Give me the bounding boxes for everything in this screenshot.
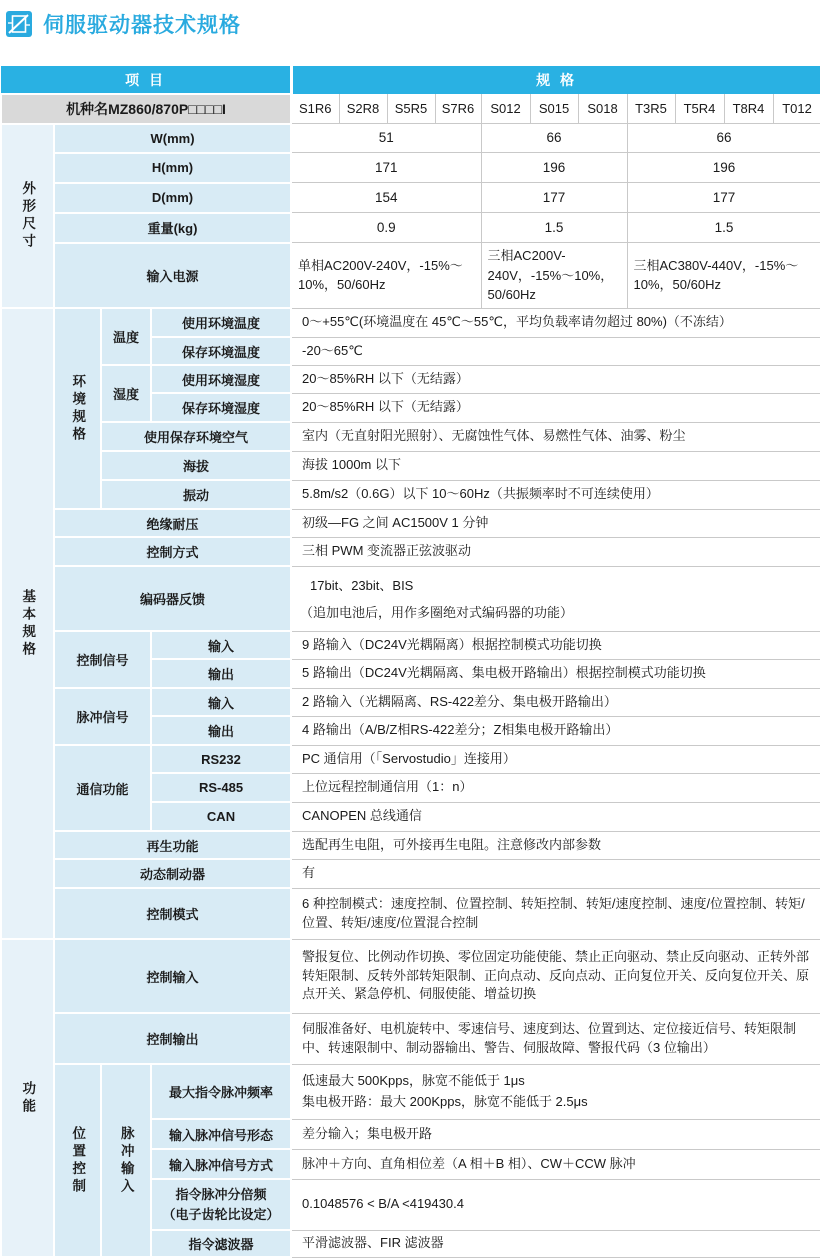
value-ctrl-signal-input: 9 路输入（DC24V光耦隔离）根据控制模式功能切换 — [291, 631, 820, 659]
model-cell: S7R6 — [435, 94, 481, 124]
label-insulation: 绝缘耐压 — [54, 509, 291, 537]
row-header — [1, 67, 820, 94]
value-brake: 有 — [291, 859, 820, 888]
value-humidity-storage: 20～85%RH 以下（无结露） — [291, 393, 820, 422]
value-pulse-signal-output: 4 路输出（A/B/Z相RS-422差分；Z相集电极开路输出） — [291, 716, 820, 745]
subcategory-control-signal: 控制信号 — [54, 631, 151, 688]
value-rs485: 上位远程控制通信用（1：n） — [291, 773, 820, 802]
label-gear-ratio — [151, 1179, 291, 1230]
subcategory-humidity: 湿度 — [101, 365, 151, 422]
value-humidity-operating: 20～85%RH 以下（无结露） — [291, 365, 820, 393]
subcategory-communication: 通信功能 — [54, 745, 151, 831]
model-name-label: 机种名 — [66, 100, 109, 117]
row-model — [1, 94, 820, 124]
label-filter: 指令滤波器 — [151, 1230, 291, 1257]
row-insulation — [1, 509, 820, 537]
label-humidity-storage: 保存环境湿度 — [151, 393, 291, 422]
row-weight — [1, 213, 820, 243]
model-cell: S2R8 — [339, 94, 387, 124]
model-cell: T3R5 — [627, 94, 675, 124]
label-control-output: 控制输出 — [54, 1013, 291, 1064]
value-d-group3: 177 — [627, 183, 820, 213]
value-h-group3: 196 — [627, 153, 820, 183]
value-gear-ratio: 0.1048576 < B/A <419430.4 — [291, 1179, 820, 1230]
row-humidity-operating — [1, 365, 820, 393]
label-h: H(mm) — [54, 153, 291, 183]
label-weight: 重量(kg) — [54, 213, 291, 243]
subcategory-temperature: 温度 — [101, 308, 151, 365]
row-control-input — [1, 939, 820, 1013]
subcategory-position-control: 位置控制 — [54, 1064, 101, 1257]
model-cell: S015 — [530, 94, 578, 124]
model-cell: S5R5 — [387, 94, 435, 124]
value-power-group3: 三相AC380V-440V，-15%～10%，50/60Hz — [627, 243, 820, 309]
model-name-cell — [1, 94, 291, 124]
label-temp-storage: 保存环境温度 — [151, 337, 291, 365]
row-air — [1, 422, 820, 451]
label-control-input: 控制输入 — [54, 939, 291, 1013]
model-cell: T5R4 — [675, 94, 724, 124]
label-pulse-signal-input: 输入 — [151, 688, 291, 716]
label-power: 输入电源 — [54, 243, 291, 309]
label-gear-ratio-line2: （电子齿轮比设定） — [162, 1206, 280, 1222]
label-regen: 再生功能 — [54, 831, 291, 859]
row-regen — [1, 831, 820, 859]
label-max-pulse-freq: 最大指令脉冲频率 — [151, 1064, 291, 1119]
row-h — [1, 153, 820, 183]
row-power — [1, 243, 820, 309]
model-cell: S018 — [578, 94, 627, 124]
value-h-group2: 196 — [481, 153, 627, 183]
value-altitude: 海拔 1000m 以下 — [291, 451, 820, 480]
row-d — [1, 183, 820, 213]
label-gear-ratio-line1: 指令脉冲分倍频 — [175, 1187, 267, 1202]
category-functions: 功能 — [1, 939, 54, 1257]
row-rs232 — [1, 745, 820, 773]
model-cell: S012 — [481, 94, 530, 124]
value-power-group2: 三相AC200V-240V，-15%～10%，50/60Hz — [481, 243, 627, 309]
row-control-output — [1, 1013, 820, 1064]
value-vibration: 5.8m/s2（0.6G）以下 10～60Hz（共振频率时不可连续使用） — [291, 480, 820, 509]
subcategory-pulse-input: 脉冲输入 — [101, 1064, 151, 1257]
label-w: W(mm) — [54, 124, 291, 153]
label-ctrl-signal-input: 输入 — [151, 631, 291, 659]
value-rs232: PC 通信用（「Servostudio」连接用） — [291, 745, 820, 773]
value-max-pulse-freq-line1: 低速最大 500Kpps，脉宽不能低于 1μs — [302, 1072, 525, 1088]
value-d-group2: 177 — [481, 183, 627, 213]
row-temp-operating — [1, 308, 820, 337]
row-pulse-signal-input — [1, 688, 820, 716]
label-rs485: RS-485 — [151, 773, 291, 802]
subcategory-environment: 环境规格 — [54, 308, 101, 509]
model-cell: T8R4 — [724, 94, 773, 124]
value-max-pulse-freq — [291, 1064, 820, 1119]
model-cell: T012 — [773, 94, 820, 124]
page-header — [0, 0, 820, 40]
label-encoder: 编码器反馈 — [54, 566, 291, 631]
model-cell: S1R6 — [291, 94, 339, 124]
row-ctrl-signal-input — [1, 631, 820, 659]
row-control-mode — [1, 888, 820, 939]
value-pulse-form: 差分输入；集电极开路 — [291, 1119, 820, 1149]
spec-table — [0, 66, 820, 1258]
row-encoder — [1, 566, 820, 631]
value-pulse-method: 脉冲＋方向、直角相位差（A 相＋B 相）、CW＋CCW 脉冲 — [291, 1149, 820, 1179]
value-d-group1: 154 — [291, 183, 481, 213]
label-air: 使用保存环境空气 — [101, 422, 291, 451]
value-power-group1: 单相AC200V-240V，-15%～10%，50/60Hz — [291, 243, 481, 309]
value-control-output: 伺服准备好、电机旋转中、零速信号、速度到达、位置到达、定位接近信号、转矩限制中、转速限制中、制动器输出、警告、伺服故障、警报代码（3 位输出） — [291, 1013, 820, 1064]
value-control-method: 三相 PWM 变流器正弦波驱动 — [291, 537, 820, 566]
label-ctrl-signal-output: 输出 — [151, 659, 291, 688]
label-brake: 动态制动器 — [54, 859, 291, 888]
category-dimensions: 外形尺寸 — [1, 124, 54, 309]
label-humidity-operating: 使用环境湿度 — [151, 365, 291, 393]
value-encoder-line1: 17bit、23bit、BIS — [310, 577, 414, 593]
value-temp-storage: -20～65℃ — [291, 337, 820, 365]
value-weight-group3: 1.5 — [627, 213, 820, 243]
value-w-group3: 66 — [627, 124, 820, 153]
row-brake — [1, 859, 820, 888]
label-can: CAN — [151, 802, 291, 831]
value-filter: 平滑滤波器、FIR 滤波器 — [291, 1230, 820, 1257]
value-air: 室内（无直射阳光照射）、无腐蚀性气体、易燃性气体、油雾、粉尘 — [291, 422, 820, 451]
label-altitude: 海拔 — [101, 451, 291, 480]
label-pulse-signal-output: 输出 — [151, 716, 291, 745]
subcategory-pulse-signal: 脉冲信号 — [54, 688, 151, 745]
value-can: CANOPEN 总线通信 — [291, 802, 820, 831]
value-encoder — [291, 566, 820, 631]
row-vibration — [1, 480, 820, 509]
value-ctrl-signal-output: 5 路输出（DC24V光耦隔离、集电极开路输出）根据控制模式功能切换 — [291, 659, 820, 688]
label-vibration: 振动 — [101, 480, 291, 509]
column-header-item: 项 目 — [1, 67, 291, 94]
model-code: MZ860/870P□□□□I — [108, 100, 226, 117]
section-marker-icon — [6, 11, 32, 37]
value-insulation: 初级—FG 之间 AC1500V 1 分钟 — [291, 509, 820, 537]
value-w-group2: 66 — [481, 124, 627, 153]
row-control-method — [1, 537, 820, 566]
label-pulse-method: 输入脉冲信号方式 — [151, 1149, 291, 1179]
row-max-pulse-freq — [1, 1064, 820, 1119]
value-weight-group1: 0.9 — [291, 213, 481, 243]
row-w — [1, 124, 820, 153]
label-d: D(mm) — [54, 183, 291, 213]
label-control-method: 控制方式 — [54, 537, 291, 566]
value-w-group1: 51 — [291, 124, 481, 153]
value-pulse-signal-input: 2 路输入（光耦隔离、RS-422差分、集电极开路输出） — [291, 688, 820, 716]
value-regen: 选配再生电阻，可外接再生电阻。注意修改内部参数 — [291, 831, 820, 859]
value-temp-operating: 0～+55℃(环境温度在 45℃～55℃，平均负载率请勿超过 80%)（不冻结） — [291, 308, 820, 337]
label-control-mode: 控制模式 — [54, 888, 291, 939]
page-title: 伺服驱动器技术规格 — [43, 14, 241, 37]
value-max-pulse-freq-line2: 集电极开路：最大 200Kpps，脉宽不能低于 2.5μs — [302, 1093, 588, 1109]
row-altitude — [1, 451, 820, 480]
label-rs232: RS232 — [151, 745, 291, 773]
column-header-spec: 规 格 — [291, 67, 820, 94]
value-control-input: 警报复位、比例动作切换、零位固定功能使能、禁止正向驱动、禁止反向驱动、正转外部转矩限制、反转外部转矩限制、正向点动、反向点动、正向复位开关、反向复位开关、原点开关、紧急停机、伺服使能、增益切换 — [291, 939, 820, 1013]
value-control-mode: 6 种控制模式：速度控制、位置控制、转矩控制、转矩/速度控制、速度/位置控制、转矩/位置、转矩/速度/位置混合控制 — [291, 888, 820, 939]
value-weight-group2: 1.5 — [481, 213, 627, 243]
value-h-group1: 171 — [291, 153, 481, 183]
value-encoder-line2: （追加电池后，用作多圈绝对式编码器的功能） — [300, 604, 574, 620]
label-temp-operating: 使用环境温度 — [151, 308, 291, 337]
category-basic-specs: 基本规格 — [1, 308, 54, 939]
label-pulse-form: 输入脉冲信号形态 — [151, 1119, 291, 1149]
